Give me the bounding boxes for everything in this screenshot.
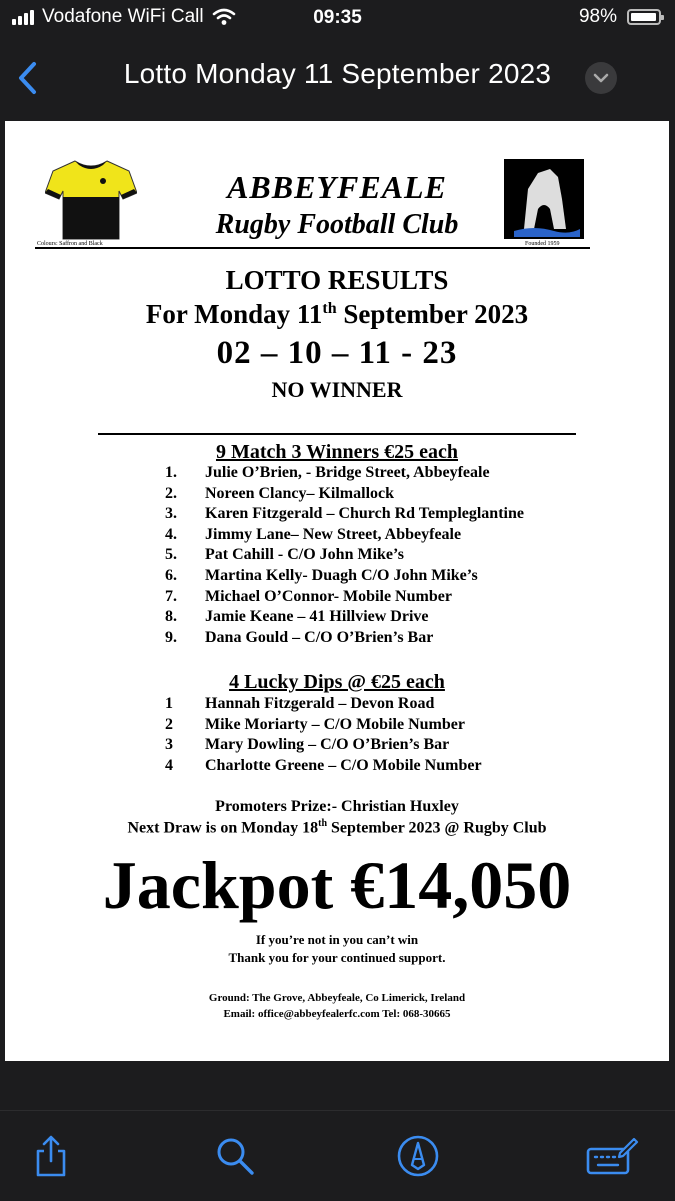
status-bar [0,0,675,40]
crest-bridge-icon [504,159,584,239]
search-icon [210,1131,260,1181]
no-winner-label: NO WINNER [271,377,403,402]
list-item-number: 2 [165,715,173,733]
list-item [165,607,524,628]
list-item-number: 4. [165,525,177,543]
list-item-number: 5. [165,546,177,564]
back-button[interactable] [12,56,46,100]
lucky-dips-heading: 4 Lucky Dips @ €25 each [229,671,445,693]
list-item-text: Martina Kelly- Duagh C/O John Mike’s [205,566,478,584]
list-item [165,545,524,566]
list-item-number: 7. [165,587,177,605]
list-item-number: 1 [165,695,173,712]
date-prefix: For Monday 11 [145,299,323,329]
winning-numbers: 02 – 10 – 11 - 23 [216,335,458,371]
list-item-text: Hannah Fitzgerald – Devon Road [205,695,435,712]
next-draw-rest: September 2023 @ Rugby Club [327,819,547,837]
results-date [5,299,669,330]
status-time: 09:35 [313,7,362,28]
list-item [165,694,482,715]
club-subtitle: Rugby Football Club [215,209,459,240]
thanks-line: Thank you for your continued support. [228,950,446,965]
markup-icon [393,1131,443,1181]
tagline: If you’re not in you can’t win [255,932,419,947]
list-item [165,587,524,608]
markup-button[interactable] [393,1131,443,1181]
chevron-down-icon [585,62,617,94]
promoters-prize: Promoters Prize:- Christian Huxley [215,798,459,815]
list-item-text: Charlotte Greene – C/O Mobile Number [205,756,482,774]
list-item-number: 2. [165,484,177,502]
crest-caption: Founded 1959 [525,241,560,247]
next-draw [5,818,669,837]
list-item-number: 4 [165,756,173,774]
list-item-number: 9. [165,628,177,646]
battery-icon [627,9,661,25]
list-item-text: Pat Cahill - C/O John Mike’s [205,546,404,564]
list-item [165,566,524,587]
list-item [165,504,524,525]
list-item [165,525,524,546]
results-title: LOTTO RESULTS [225,265,449,295]
list-item-text: Mary Dowling – C/O O’Brien’s Bar [205,736,450,754]
status-right [579,6,661,28]
date-suffix: th [322,300,337,317]
search-button[interactable] [210,1131,260,1181]
list-item-text: Jimmy Lane– New Street, Abbeyfeale [205,525,462,543]
next-draw-suffix: th [318,818,328,829]
battery-level [631,13,656,21]
list-item-number: 6. [165,566,177,584]
match3-winners-list [165,463,524,648]
list-item [165,715,482,736]
navigation-bar [0,48,675,108]
club-name: ABBEYFEALE [227,169,447,205]
contact-email: Email: office@abbeyfealerfc.com Tel: 068-30665 [223,1008,451,1020]
date-rest: September 2023 [336,299,529,329]
list-item [165,484,524,505]
list-item-text: Dana Gould – C/O O’Brien’s Bar [205,628,434,646]
lucky-dips-list [165,694,482,776]
list-item-text: Michael O’Connor- Mobile Number [205,587,452,605]
keyboard-edit-button[interactable] [584,1131,634,1181]
list-item-number: 3 [165,736,173,754]
list-item [165,756,482,777]
ground-address: Ground: The Grove, Abbeyfeale, Co Limerick, Ireland [208,992,466,1004]
share-icon [26,1131,76,1181]
document-page [5,121,669,1061]
title-menu-button[interactable] [585,62,617,94]
shirt-caption: Colours: Saffron and Black [37,241,103,247]
club-crest-image [504,159,584,239]
jackpot-amount: Jackpot €14,050 [102,847,572,923]
battery-percent: 98% [578,6,617,27]
page-title: Lotto Monday 11 September 2023 [123,58,552,89]
list-item [165,628,524,649]
list-item-text: Noreen Clancy– Kilmallock [205,484,395,502]
next-draw-prefix: Next Draw is on Monday 18 [127,819,319,837]
list-item-number: 3. [165,505,177,523]
share-button[interactable] [26,1131,76,1181]
chevron-left-icon [12,56,46,100]
keyboard-edit-icon [584,1131,640,1181]
list-item-text: Karen Fitzgerald – Church Rd Templeglantine [205,505,524,523]
section-divider [98,433,576,435]
header-rule [35,247,590,249]
list-item [165,735,482,756]
list-item-number: 1. [165,464,177,481]
bottom-toolbar [0,1110,675,1201]
carrier-label: Vodafone WiFi Call [42,6,204,27]
list-item-text: Julie O’Brien, - Bridge Street, Abbeyfeale [205,464,490,481]
list-item [165,463,524,484]
list-item-number: 8. [165,608,177,626]
match3-heading: 9 Match 3 Winners €25 each [215,441,459,463]
list-item-text: Mike Moriarty – C/O Mobile Number [205,715,465,733]
list-item-text: Jamie Keane – 41 Hillview Drive [205,608,429,626]
